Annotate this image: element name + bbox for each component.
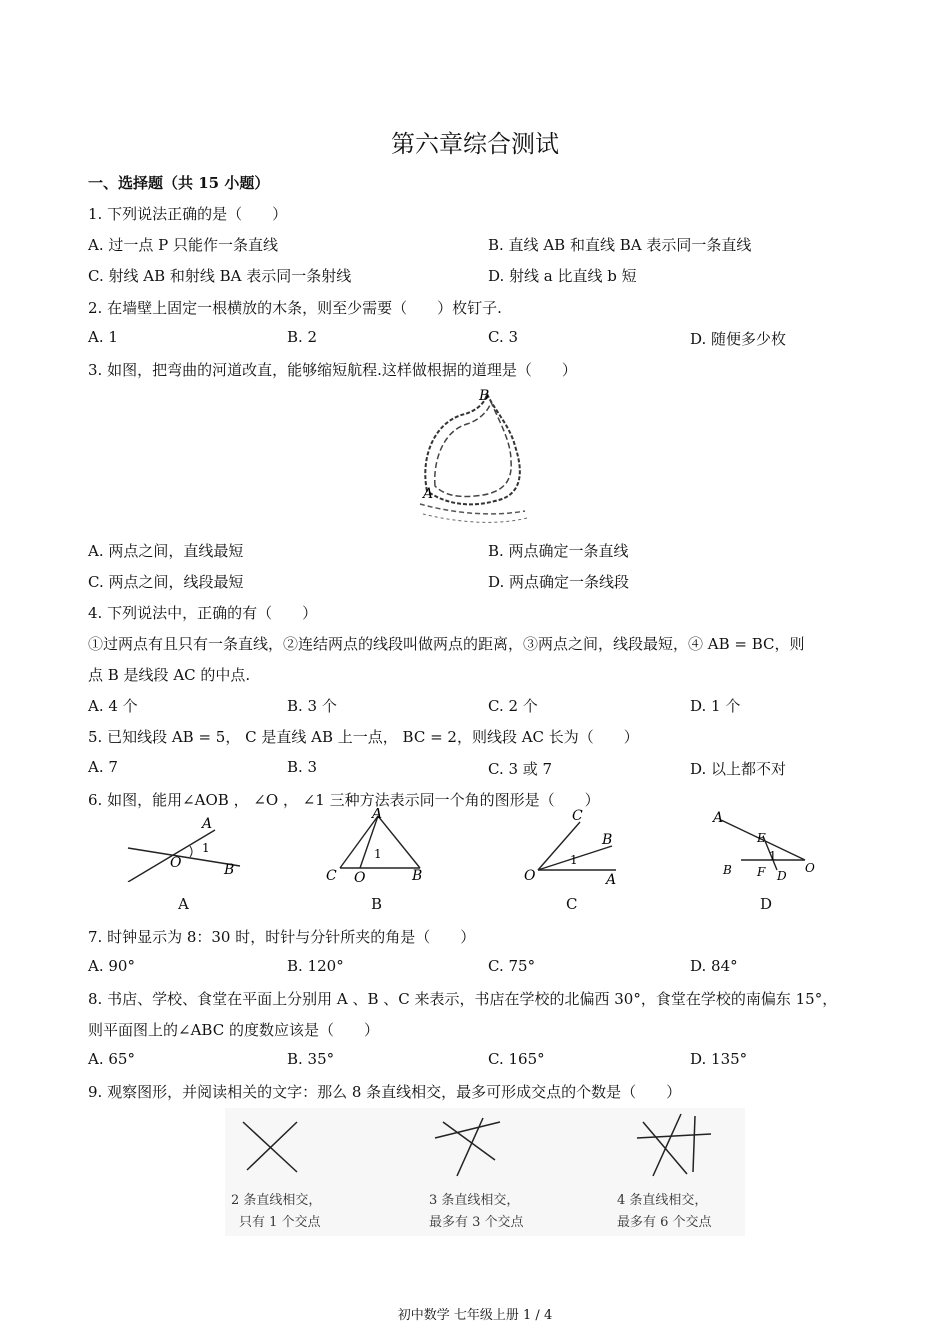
svg-text:C: C <box>326 868 337 884</box>
q1-option-a[interactable]: A. 过一点 P 只能作一条直线 <box>88 236 278 254</box>
q2-option-c[interactable]: C. 3 <box>488 328 519 346</box>
q4-option-c[interactable]: C. 2 个 <box>488 697 538 715</box>
angle-figure-b <box>320 808 440 884</box>
q8-stem-line2: 则平面图上的∠ABC 的度数应该是（ ） <box>88 1021 379 1039</box>
q7-option-d[interactable]: D. 84° <box>690 957 738 975</box>
svg-text:1: 1 <box>769 849 777 863</box>
q4-option-d[interactable]: D. 1 个 <box>690 697 741 715</box>
q2-option-d[interactable]: D. 随便多少枚 <box>690 330 787 348</box>
q7-option-c[interactable]: C. 75° <box>488 957 536 975</box>
q5-option-c[interactable]: C. 3 或 7 <box>488 760 553 778</box>
svg-text:E: E <box>757 831 766 845</box>
svg-text:B: B <box>224 862 235 878</box>
q8-option-a[interactable]: A. 65° <box>88 1050 135 1068</box>
q8-option-b[interactable]: B. 35° <box>287 1050 335 1068</box>
q7-option-a[interactable]: A. 90° <box>88 957 135 975</box>
q4-option-a[interactable]: A. 4 个 <box>88 697 138 715</box>
svg-text:1: 1 <box>374 847 382 861</box>
svg-text:A: A <box>202 816 213 832</box>
page-title: 第六章综合测试 <box>391 130 559 158</box>
q9-caption-3b: 最多有 6 个交点 <box>617 1215 712 1230</box>
svg-text:B: B <box>412 868 423 884</box>
svg-text:A: A <box>372 808 383 822</box>
q5-option-a[interactable]: A. 7 <box>88 758 118 776</box>
q9-caption-3a: 4 条直线相交， <box>617 1193 708 1208</box>
svg-text:F: F <box>757 865 766 879</box>
river-label-b: B <box>479 388 490 404</box>
svg-text:O: O <box>170 855 182 871</box>
angle-figure-d <box>705 808 820 886</box>
svg-text:1: 1 <box>570 853 578 867</box>
q1-stem: 1. 下列说法正确的是（ ） <box>88 205 288 223</box>
section-heading: 一、选择题（共 15 小题） <box>88 174 270 192</box>
q6-stem: 6. 如图，能用∠AOB ， ∠O ， ∠1 三种方法表示同一个角的图形是（ ） <box>88 791 600 809</box>
intersecting-lines-figure <box>225 1108 745 1236</box>
q8-option-d[interactable]: D. 135° <box>690 1050 748 1068</box>
svg-text:O: O <box>805 861 815 875</box>
q3-option-b[interactable]: B. 两点确定一条直线 <box>488 542 629 560</box>
svg-text:B: B <box>602 832 613 848</box>
q6-caption-a[interactable]: A <box>178 895 189 913</box>
q6-caption-c[interactable]: C <box>566 895 578 913</box>
q7-stem: 7. 时钟显示为 8：30 时，时针与分针所夹的角是（ ） <box>88 928 476 946</box>
q4-option-b[interactable]: B. 3 个 <box>287 697 337 715</box>
q9-caption-1a: 2 条直线相交， <box>231 1193 322 1208</box>
angle-figure-c <box>520 808 630 886</box>
q1-option-b[interactable]: B. 直线 AB 和直线 BA 表示同一条直线 <box>488 236 752 254</box>
svg-text:A: A <box>713 810 724 826</box>
svg-text:A: A <box>606 872 617 886</box>
svg-text:1: 1 <box>202 841 210 855</box>
svg-text:B: B <box>723 863 732 877</box>
q9-caption-1b: 只有 1 个交点 <box>239 1215 321 1230</box>
q5-option-b[interactable]: B. 3 <box>287 758 318 776</box>
q1-option-c[interactable]: C. 射线 AB 和射线 BA 表示同一条射线 <box>88 267 352 285</box>
q2-stem: 2. 在墙壁上固定一根横放的木条，则至少需要（ ）枚钉子. <box>88 299 502 317</box>
q9-stem: 9. 观察图形，并阅读相关的文字：那么 8 条直线相交，最多可形成交点的个数是（ ） <box>88 1083 682 1101</box>
q4-body-line1: ①过两点有且只有一条直线，②连结两点的线段叫做两点的距离，③两点之间，线段最短，④ AB = BC，则 <box>88 635 805 653</box>
page-footer: 初中数学 七年级上册 1 / 4 <box>397 1308 553 1323</box>
river-figure <box>415 386 535 531</box>
svg-text:O: O <box>524 868 536 884</box>
q6-caption-d[interactable]: D <box>760 895 773 913</box>
q3-stem: 3. 如图，把弯曲的河道改直，能够缩短航程.这样做根据的道理是（ ） <box>88 361 577 379</box>
svg-text:C: C <box>572 808 583 824</box>
q8-stem: 8. 书店、学校、食堂在平面上分别用 A 、B 、C 来表示，书店在学校的北偏西 30°，食堂在学校的南偏东 15°， <box>88 990 838 1008</box>
q9-caption-2b: 最多有 3 个交点 <box>429 1215 524 1230</box>
q5-stem: 5. 已知线段 AB = 5， C 是直线 AB 上一点， BC = 2，则线段 AC 长为（ ） <box>88 728 639 746</box>
q4-body-line2: 点 B 是线段 AC 的中点. <box>88 666 251 684</box>
q6-caption-b[interactable]: B <box>371 895 383 913</box>
q4-stem: 4. 下列说法中，正确的有（ ） <box>88 604 318 622</box>
svg-text:D: D <box>777 869 787 883</box>
svg-text:O: O <box>354 870 366 884</box>
q3-option-c[interactable]: C. 两点之间，线段最短 <box>88 573 244 591</box>
q1-option-d[interactable]: D. 射线 a 比直线 b 短 <box>488 267 637 285</box>
q3-option-a[interactable]: A. 两点之间，直线最短 <box>88 542 244 560</box>
q2-option-a[interactable]: A. 1 <box>88 328 118 346</box>
q2-option-b[interactable]: B. 2 <box>287 328 318 346</box>
q8-option-c[interactable]: C. 165° <box>488 1050 545 1068</box>
q7-option-b[interactable]: B. 120° <box>287 957 344 975</box>
q9-caption-2a: 3 条直线相交， <box>429 1193 520 1208</box>
q3-option-d[interactable]: D. 两点确定一条线段 <box>488 573 630 591</box>
river-label-a: A <box>423 486 434 502</box>
angle-figure-a <box>120 812 250 882</box>
q5-option-d[interactable]: D. 以上都不对 <box>690 760 787 778</box>
